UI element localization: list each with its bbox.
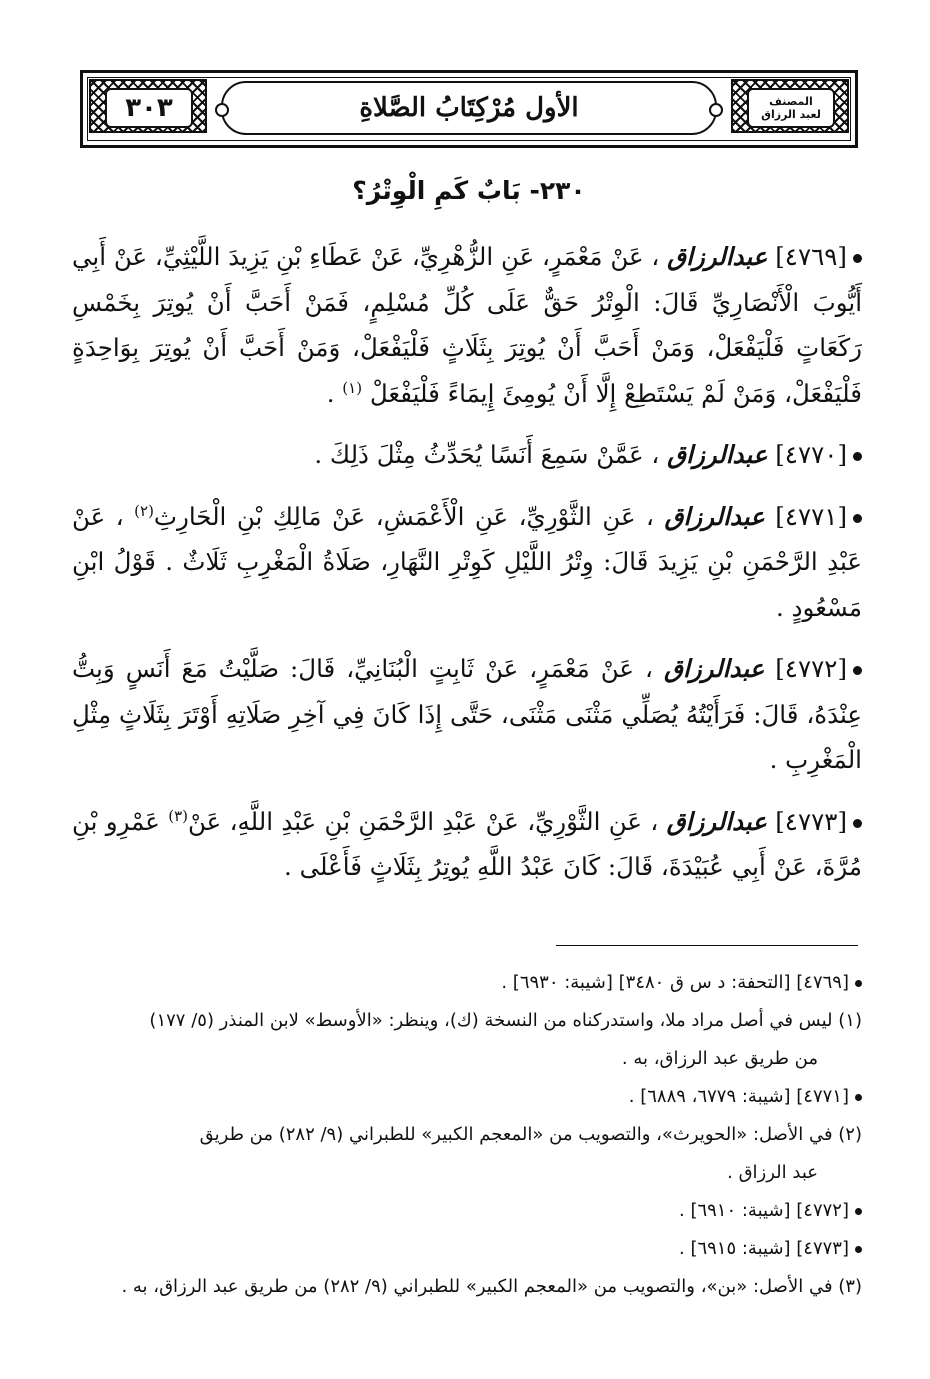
footnote-source-4772 [80,1194,862,1228]
hadith-number: [٤٧٧٢] [775,654,847,683]
hadith-4772 [72,646,862,783]
footnotes [80,966,862,1308]
narrator-name: عبدالرزاق [664,501,765,531]
chapter-heading: ٢٣٠- بَابٌ كَمِ الْوِتْرُ؟ [352,176,586,205]
ornament-right [731,79,849,133]
page-number: ٣٠٣ [125,93,173,123]
bullet-icon [855,1094,862,1101]
hadith-number: [٤٧٦٩] [775,242,847,271]
hadith-4771 [72,494,862,631]
hadith-number: [٤٧٧٠] [775,440,847,469]
hadith-text: ، عَنِ الثَّوْرِيِّ، عَنْ عَبْدِ الرَّحْمَنِ بْنِ عَبْدِ اللَّهِ، عَنْ [188,806,659,836]
title-cartouche [221,81,717,135]
footnote-text: [٤٧٧٣] [شيبة: ٦٩١٥] . [679,1238,849,1259]
footnote-ref[interactable]: (٢) [134,501,154,520]
footnote-source-4773 [80,1232,862,1266]
footnote-separator [556,945,858,946]
hadith-tail: عَمْرِو بْنِ مُرَّةَ، عَنْ أَبِي عُبَيْدَةَ، قَالَ: كَانَ عَبْدُ اللَّهِ يُوتِرُ بِثَلَاثٍ فَأَعْلَى . [72,806,862,881]
footnote-text: [٤٧٧١] [شيبة: ٦٧٧٩، ٦٨٨٩] . [628,1086,849,1107]
footnote-text: (٢) في الأصل: «الحويرث»، والتصويب من «المعجم الكبير» للطبراني (٩/ ٢٨٢) من طريق [199,1124,862,1145]
hadith-tail: ، عَنْ عَبْدِ الرَّحْمَنِ بْنِ يَزِيدَ قَالَ: وِتْرُ اللَّيْلِ كَوِتْرِ النَّهَارِ، صَلَاةُ الْمَغْرِبِ ثَلَاثٌ . قَوْلُ ابْنِ مَسْعُودٍ . [72,501,862,622]
book-logo: المصنف لعبد الرزاق [761,95,821,121]
footnote-source-4771 [80,1080,862,1114]
page-number-box [105,88,193,128]
footnote-text: [٤٧٧٢] [شيبة: ٦٩١٠] . [679,1200,849,1221]
footnote-ref[interactable]: (١) [342,378,363,397]
narrator-name: عبدالرزاق [667,440,768,469]
footnote-text: [٤٧٦٩] [التحفة: د س ق ٣٤٨٠] [شيبة: ٦٩٣٠] . [501,972,849,993]
hadith-4769 [72,234,862,416]
narrator-name: عبدالرزاق [663,654,765,683]
bullet-icon [855,1246,862,1253]
bullet-icon [853,666,862,675]
ornament-left [89,79,207,133]
footnote-1 [80,1004,862,1038]
footnote-text: (٣) في الأصل: «بن»، والتصويب من «المعجم الكبير» للطبراني (٩/ ٢٨٢) من طريق عبد الرزاق، به . [121,1276,862,1297]
hadith-text: ، عَنْ مَعْمَرٍ، عَنْ ثَابِتٍ الْبُنَانِيِّ، قَالَ: صَلَّيْتُ مَعَ أَنَسٍ وَبِتُّ عِنْدَهُ، قَالَ: فَرَأَيْتُهُ يُصَلِّي مَثْنَى مَثْنَى، حَتَّى إِذَا كَانَ فِي آخِرِ صَلَاتِهِ أَوْتَرَ بِثَلَاثٍ مِثْلِ الْمَغْرِبِ . [72,654,862,774]
main-text [72,234,862,906]
bullet-icon [853,254,862,263]
footnote-3 [80,1270,862,1304]
hadith-number: [٤٧٧٣] [775,806,847,836]
footnote-2-continued [80,1156,862,1190]
narrator-name: عبدالرزاق [667,242,768,271]
book-title: الأول مُرْكِتَابُ الصَّلاةِ [359,93,579,123]
bullet-icon [853,514,862,523]
bullet-icon [853,819,862,828]
footnote-text: (١) ليس في أصل مراد ملا، واستدركناه من النسخة (ك)، وينظر: «الأوسط» لابن المنذر (٥/ ١٧٧) [149,1010,862,1031]
hadith-tail: . [326,378,335,408]
footnote-text: عبد الرزاق . [727,1162,818,1183]
hadith-text: ، عَنْ مَعْمَرٍ، عَنِ الزُّهْرِيِّ، عَنْ عَطَاءِ بْنِ يَزِيدَ اللَّيْثِيِّ، عَنْ أَبِي أَيُّوبَ الْأَنْصَارِيِّ قَالَ: الْوِتْرُ حَقٌّ عَلَى كُلِّ مُسْلِمٍ، فَمَنْ أَحَبَّ أَنْ يُوتِرَ بِخَمْسِ رَكَعَاتٍ فَلْيَفْعَلْ، وَمَنْ أَحَبَّ أَنْ يُوتِرَ بِثَلَاثٍ فَلْيَفْعَلْ، وَمَنْ أَحَبَّ أَنْ يُوتِرَ بِوَاحِدَةٍ فَلْيَفْعَلْ، وَمَنْ لَمْ يَسْتَطِعْ إِلَّا أَنْ يُومِئَ إِيمَاءً فَلْيَفْعَلْ [72,242,862,408]
bullet-icon [853,452,862,461]
narrator-name: عبدالرزاق [666,806,767,836]
footnote-source-4769 [80,966,862,1000]
footnote-2 [80,1118,862,1152]
footnote-ref[interactable]: (٣) [168,806,189,825]
hadith-number: [٤٧٧١] [775,501,848,531]
page-header [80,70,858,148]
logo-box [747,88,835,128]
footnote-1-continued [80,1042,862,1076]
hadith-4770 [72,432,862,478]
bullet-icon [855,1208,862,1215]
hadith-text: ، عَنِ الثَّوْرِيِّ، عَنِ الْأَعْمَشِ، عَنْ مَالِكِ بْنِ الْحَارِثِ [153,501,654,531]
footnote-text: من طريق عبد الرزاق، به . [621,1048,818,1069]
hadith-4773 [72,799,862,890]
hadith-text: ، عَمَّنْ سَمِعَ أَنَسًا يُحَدِّثُ مِثْلَ ذَلِكَ . [314,440,660,469]
bullet-icon [855,980,862,987]
